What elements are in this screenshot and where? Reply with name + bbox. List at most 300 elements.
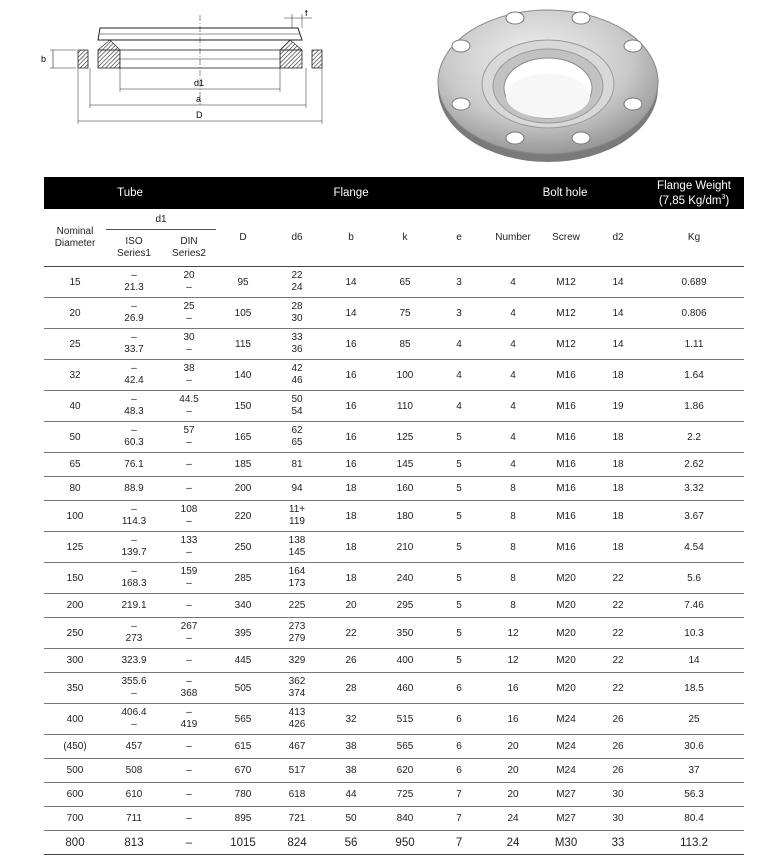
- cell-iso: [106, 329, 162, 360]
- cell-b: 18: [324, 501, 378, 532]
- cell-value: 711: [126, 812, 142, 824]
- cell-value: –: [131, 535, 137, 546]
- cell-screw: M12: [540, 329, 592, 360]
- cell-e: 6: [432, 735, 486, 759]
- cell-e: 6: [432, 759, 486, 783]
- cell-b: 16: [324, 329, 378, 360]
- cell-b: 18: [324, 563, 378, 594]
- table-row: [44, 783, 744, 807]
- cell-din: [162, 360, 216, 391]
- cell-num: 20: [486, 759, 540, 783]
- cell-d2: 22: [592, 649, 644, 673]
- cell-kg: 80.4: [644, 807, 744, 831]
- cell-e: 7: [432, 831, 486, 855]
- cell-b: 50: [324, 807, 378, 831]
- cell-screw: M20: [540, 673, 592, 704]
- cell-nd: 600: [44, 783, 106, 807]
- cell-value: 33: [291, 332, 303, 343]
- cell-value: 355.6: [121, 676, 147, 687]
- cell-value: 164: [288, 566, 306, 577]
- cell-value: –: [186, 676, 192, 687]
- flange-cross-section-diagram: [40, 10, 340, 135]
- cell-D: 115: [216, 329, 270, 360]
- cell-screw: M16: [540, 477, 592, 501]
- cell-D: 340: [216, 594, 270, 618]
- cell-D: 140: [216, 360, 270, 391]
- cell-screw: M27: [540, 807, 592, 831]
- header-din-series2: [162, 230, 216, 267]
- cell-din: [162, 501, 216, 532]
- cell-din: [162, 391, 216, 422]
- cell-value: 721: [288, 812, 306, 824]
- nominal-line2: Diameter: [54, 237, 96, 249]
- cell-din: [162, 618, 216, 649]
- cell-k: 75: [378, 298, 432, 329]
- cell-e: 5: [432, 618, 486, 649]
- cell-d6: [270, 329, 324, 360]
- cell-value: 50: [291, 394, 303, 405]
- cell-D: 220: [216, 501, 270, 532]
- cell-value: 28: [291, 301, 303, 312]
- table-row: [44, 360, 744, 391]
- table-row: [44, 477, 744, 501]
- cell-value: 517: [288, 764, 306, 776]
- cell-iso: [106, 759, 162, 783]
- cell-value: 57: [183, 425, 195, 436]
- group-bolt-hole: Bolt hole: [486, 177, 644, 209]
- cell-din: [162, 453, 216, 477]
- cell-screw: M12: [540, 298, 592, 329]
- cell-num: 8: [486, 563, 540, 594]
- cell-value: –: [131, 719, 137, 730]
- cell-screw: M27: [540, 783, 592, 807]
- nominal-line1: Nominal: [56, 225, 94, 237]
- cell-iso: [106, 563, 162, 594]
- cell-value: 81: [291, 458, 303, 470]
- cell-screw: M16: [540, 422, 592, 453]
- cell-d2: 14: [592, 298, 644, 329]
- header-screw: Screw: [540, 209, 592, 267]
- cell-k: 180: [378, 501, 432, 532]
- cell-D: 150: [216, 391, 270, 422]
- cell-kg: 3.32: [644, 477, 744, 501]
- cell-d6: [270, 704, 324, 735]
- cell-value: –: [131, 270, 137, 281]
- cell-d6: [270, 267, 324, 298]
- header-e: e: [432, 209, 486, 267]
- cell-num: 4: [486, 360, 540, 391]
- cell-D: 250: [216, 532, 270, 563]
- cell-nd: 700: [44, 807, 106, 831]
- cell-nd: 80: [44, 477, 106, 501]
- cell-D: 1015: [216, 831, 270, 855]
- cell-value: 329: [288, 654, 306, 666]
- cell-b: 18: [324, 477, 378, 501]
- cell-d2: 22: [592, 594, 644, 618]
- cell-value: 374: [288, 688, 306, 699]
- cell-iso: [106, 807, 162, 831]
- table-row: [44, 267, 744, 298]
- cell-num: 8: [486, 532, 540, 563]
- weight-line1: Flange Weight: [657, 179, 731, 192]
- group-header-row: [44, 177, 744, 209]
- cell-k: 840: [378, 807, 432, 831]
- cell-value: –: [186, 812, 192, 824]
- cell-k: 620: [378, 759, 432, 783]
- cell-k: 110: [378, 391, 432, 422]
- cell-value: 508: [125, 764, 143, 776]
- cell-iso: [106, 594, 162, 618]
- cell-iso: [106, 618, 162, 649]
- cell-kg: 56.3: [644, 783, 744, 807]
- cell-b: 16: [324, 422, 378, 453]
- cell-d6: [270, 422, 324, 453]
- cell-screw: M24: [540, 735, 592, 759]
- cell-iso: [106, 422, 162, 453]
- table-row: [44, 298, 744, 329]
- cell-kg: 113.2: [644, 831, 744, 855]
- cell-kg: 0.689: [644, 267, 744, 298]
- cell-d6: [270, 501, 324, 532]
- cell-k: 565: [378, 735, 432, 759]
- cell-value: –: [131, 363, 137, 374]
- cell-num: 4: [486, 422, 540, 453]
- table-row: [44, 453, 744, 477]
- cell-b: 16: [324, 360, 378, 391]
- cell-value: 813: [124, 836, 144, 849]
- cell-value: 11+: [288, 504, 306, 515]
- cell-b: 56: [324, 831, 378, 855]
- cell-d6: [270, 735, 324, 759]
- cell-iso: [106, 501, 162, 532]
- cell-value: –: [131, 688, 137, 699]
- cell-value: 413: [288, 707, 306, 718]
- cell-iso: [106, 267, 162, 298]
- cell-value: –: [131, 566, 137, 577]
- cell-iso: [106, 704, 162, 735]
- cell-d6: [270, 831, 324, 855]
- cell-din: [162, 477, 216, 501]
- cell-value: 30: [183, 332, 195, 343]
- cell-num: 24: [486, 831, 540, 855]
- cell-nd: 15: [44, 267, 106, 298]
- cell-b: 32: [324, 704, 378, 735]
- table-row: [44, 831, 744, 855]
- cell-k: 295: [378, 594, 432, 618]
- cell-d2: 22: [592, 563, 644, 594]
- cell-value: 114.3: [121, 516, 147, 527]
- cell-kg: 30.6: [644, 735, 744, 759]
- cell-num: 4: [486, 329, 540, 360]
- cell-din: [162, 563, 216, 594]
- cell-value: 48.3: [124, 406, 144, 417]
- cell-num: 12: [486, 649, 540, 673]
- header-k: k: [378, 209, 432, 267]
- cell-k: 100: [378, 360, 432, 391]
- cell-value: –: [186, 516, 192, 527]
- cell-b: 38: [324, 735, 378, 759]
- cell-value: 108: [180, 504, 198, 515]
- iso-line1: ISO: [125, 236, 143, 247]
- cell-kg: 3.67: [644, 501, 744, 532]
- cell-num: 4: [486, 267, 540, 298]
- cell-e: 4: [432, 360, 486, 391]
- cell-value: 219.1: [121, 599, 147, 611]
- dim-label-D: D: [196, 110, 203, 120]
- header-iso-series1: [106, 230, 162, 267]
- cell-k: 725: [378, 783, 432, 807]
- cell-screw: M20: [540, 618, 592, 649]
- cell-kg: 10.3: [644, 618, 744, 649]
- cell-value: –: [131, 621, 137, 632]
- cell-d2: 14: [592, 329, 644, 360]
- cell-d6: [270, 563, 324, 594]
- cell-value: 60.3: [124, 437, 144, 448]
- cell-nd: 200: [44, 594, 106, 618]
- cell-D: 445: [216, 649, 270, 673]
- cell-e: 5: [432, 649, 486, 673]
- cell-value: –: [186, 282, 192, 293]
- cell-k: 85: [378, 329, 432, 360]
- table-row: [44, 759, 744, 783]
- cell-k: 515: [378, 704, 432, 735]
- cell-value: 267: [180, 621, 198, 632]
- cell-kg: 4.54: [644, 532, 744, 563]
- cell-value: 133: [180, 535, 198, 546]
- cell-value: 159: [180, 566, 198, 577]
- cell-value: –: [131, 332, 137, 343]
- cell-nd: 125: [44, 532, 106, 563]
- cell-value: –: [186, 458, 192, 470]
- cell-nd: 32: [44, 360, 106, 391]
- cell-value: 42.4: [124, 375, 144, 386]
- cell-k: 950: [378, 831, 432, 855]
- cell-screw: M16: [540, 391, 592, 422]
- cell-d2: 26: [592, 759, 644, 783]
- cell-value: 467: [288, 740, 306, 752]
- table-body: [44, 267, 744, 855]
- cell-D: 395: [216, 618, 270, 649]
- cell-d2: 30: [592, 783, 644, 807]
- cell-num: 12: [486, 618, 540, 649]
- cell-value: 25: [183, 301, 195, 312]
- header-D: D: [216, 209, 270, 267]
- cell-value: –: [186, 578, 192, 589]
- cell-D: 105: [216, 298, 270, 329]
- cell-nd: 50: [44, 422, 106, 453]
- cell-iso: [106, 735, 162, 759]
- cell-d2: 18: [592, 501, 644, 532]
- cell-d2: 19: [592, 391, 644, 422]
- cell-value: 419: [180, 719, 198, 730]
- flange-spec-table: [44, 177, 744, 855]
- cell-d2: 30: [592, 807, 644, 831]
- header-d6: d6: [270, 209, 324, 267]
- cell-din: [162, 298, 216, 329]
- cell-num: 8: [486, 594, 540, 618]
- cell-b: 16: [324, 391, 378, 422]
- cell-din: [162, 649, 216, 673]
- cell-d6: [270, 298, 324, 329]
- cell-d2: 26: [592, 735, 644, 759]
- table-row: [44, 329, 744, 360]
- cell-kg: 2.2: [644, 422, 744, 453]
- weight-sup: 3: [721, 193, 726, 201]
- cell-e: 5: [432, 453, 486, 477]
- cell-kg: 1.11: [644, 329, 744, 360]
- cell-screw: M16: [540, 360, 592, 391]
- cell-d6: [270, 594, 324, 618]
- cell-d2: 18: [592, 532, 644, 563]
- cell-value: 38: [183, 363, 195, 374]
- cell-value: 173: [288, 578, 306, 589]
- cell-num: 4: [486, 391, 540, 422]
- cell-d6: [270, 360, 324, 391]
- cell-value: 26.9: [124, 313, 144, 324]
- cell-nd: 150: [44, 563, 106, 594]
- cell-value: 94: [291, 482, 303, 494]
- cell-value: 21.3: [124, 282, 144, 293]
- cell-k: 145: [378, 453, 432, 477]
- cell-d2: 22: [592, 673, 644, 704]
- din-line1: DIN: [180, 236, 198, 247]
- cell-d6: [270, 783, 324, 807]
- cell-din: [162, 783, 216, 807]
- cell-din: [162, 807, 216, 831]
- table-row: [44, 501, 744, 532]
- cell-screw: M20: [540, 649, 592, 673]
- cell-D: 285: [216, 563, 270, 594]
- cell-e: 6: [432, 704, 486, 735]
- cell-value: 426: [288, 719, 306, 730]
- dim-label-d1: d1: [194, 78, 205, 88]
- cell-nd: 300: [44, 649, 106, 673]
- cell-k: 460: [378, 673, 432, 704]
- cell-e: 5: [432, 563, 486, 594]
- header-nominal-diameter: [44, 209, 106, 267]
- cell-value: –: [186, 740, 192, 752]
- cell-kg: 37: [644, 759, 744, 783]
- cell-screw: M16: [540, 532, 592, 563]
- cell-num: 24: [486, 807, 540, 831]
- cell-iso: [106, 477, 162, 501]
- cell-value: 139.7: [121, 547, 147, 558]
- weight-line2-post: ): [725, 194, 730, 207]
- cell-value: –: [186, 482, 192, 494]
- cell-kg: 25: [644, 704, 744, 735]
- cell-D: 780: [216, 783, 270, 807]
- cell-value: –: [185, 836, 193, 849]
- cell-value: –: [186, 437, 192, 448]
- table-row: [44, 735, 744, 759]
- cell-num: 20: [486, 783, 540, 807]
- cell-k: 160: [378, 477, 432, 501]
- cell-b: 16: [324, 453, 378, 477]
- cell-value: 119: [289, 516, 305, 527]
- cell-kg: 5.6: [644, 563, 744, 594]
- cell-iso: [106, 532, 162, 563]
- cell-kg: 7.46: [644, 594, 744, 618]
- cell-D: 615: [216, 735, 270, 759]
- cell-value: 323.9: [121, 654, 147, 666]
- cell-nd: 65: [44, 453, 106, 477]
- cell-value: 145: [288, 547, 306, 558]
- cell-value: –: [186, 707, 192, 718]
- dim-label-a: a: [196, 94, 202, 104]
- cell-value: 168.3: [121, 578, 147, 589]
- weight-line2-pre: (7,85 Kg/dm: [658, 194, 722, 207]
- cell-screw: M16: [540, 453, 592, 477]
- cell-num: 16: [486, 704, 540, 735]
- cell-k: 350: [378, 618, 432, 649]
- cell-value: 20: [183, 270, 195, 281]
- cell-num: 4: [486, 298, 540, 329]
- cell-d6: [270, 807, 324, 831]
- cell-value: 618: [288, 788, 306, 800]
- cell-k: 210: [378, 532, 432, 563]
- cell-nd: 100: [44, 501, 106, 532]
- cell-value: –: [131, 425, 137, 436]
- cell-value: 24: [291, 282, 303, 293]
- cell-value: 368: [180, 688, 198, 699]
- cell-value: 33.7: [124, 344, 144, 355]
- dim-label-f: f: [305, 10, 308, 18]
- cell-b: 28: [324, 673, 378, 704]
- cell-D: 505: [216, 673, 270, 704]
- table-row: [44, 704, 744, 735]
- cell-value: 46: [291, 375, 303, 386]
- cell-iso: [106, 298, 162, 329]
- cell-nd: (450): [44, 735, 106, 759]
- cell-value: 62: [291, 425, 303, 436]
- cell-value: 22: [291, 270, 303, 281]
- cell-d6: [270, 477, 324, 501]
- group-flange: Flange: [216, 177, 486, 209]
- cell-value: 30: [291, 313, 303, 324]
- cell-e: 5: [432, 594, 486, 618]
- table-row: [44, 649, 744, 673]
- header-d2: d2: [592, 209, 644, 267]
- cell-kg: 1.64: [644, 360, 744, 391]
- cell-d2: 18: [592, 360, 644, 391]
- cell-e: 4: [432, 329, 486, 360]
- cell-d6: [270, 453, 324, 477]
- cell-din: [162, 267, 216, 298]
- cell-e: 5: [432, 532, 486, 563]
- cell-e: 7: [432, 807, 486, 831]
- cell-screw: M12: [540, 267, 592, 298]
- cell-value: 44.5: [179, 394, 199, 405]
- header-row-1: [44, 209, 744, 230]
- cell-value: 54: [291, 406, 303, 417]
- iso-line2: Series1: [117, 248, 151, 259]
- cell-iso: [106, 453, 162, 477]
- cell-value: 36: [291, 344, 303, 355]
- cell-value: –: [186, 547, 192, 558]
- cell-din: [162, 532, 216, 563]
- cell-e: 3: [432, 298, 486, 329]
- table-row: [44, 673, 744, 704]
- cell-value: 279: [288, 633, 306, 644]
- cell-b: 18: [324, 532, 378, 563]
- cell-value: –: [186, 599, 192, 611]
- header-kg: Kg: [644, 209, 744, 267]
- cell-nd: 500: [44, 759, 106, 783]
- table-row: [44, 563, 744, 594]
- cell-iso: [106, 360, 162, 391]
- cell-b: 38: [324, 759, 378, 783]
- cell-screw: M20: [540, 563, 592, 594]
